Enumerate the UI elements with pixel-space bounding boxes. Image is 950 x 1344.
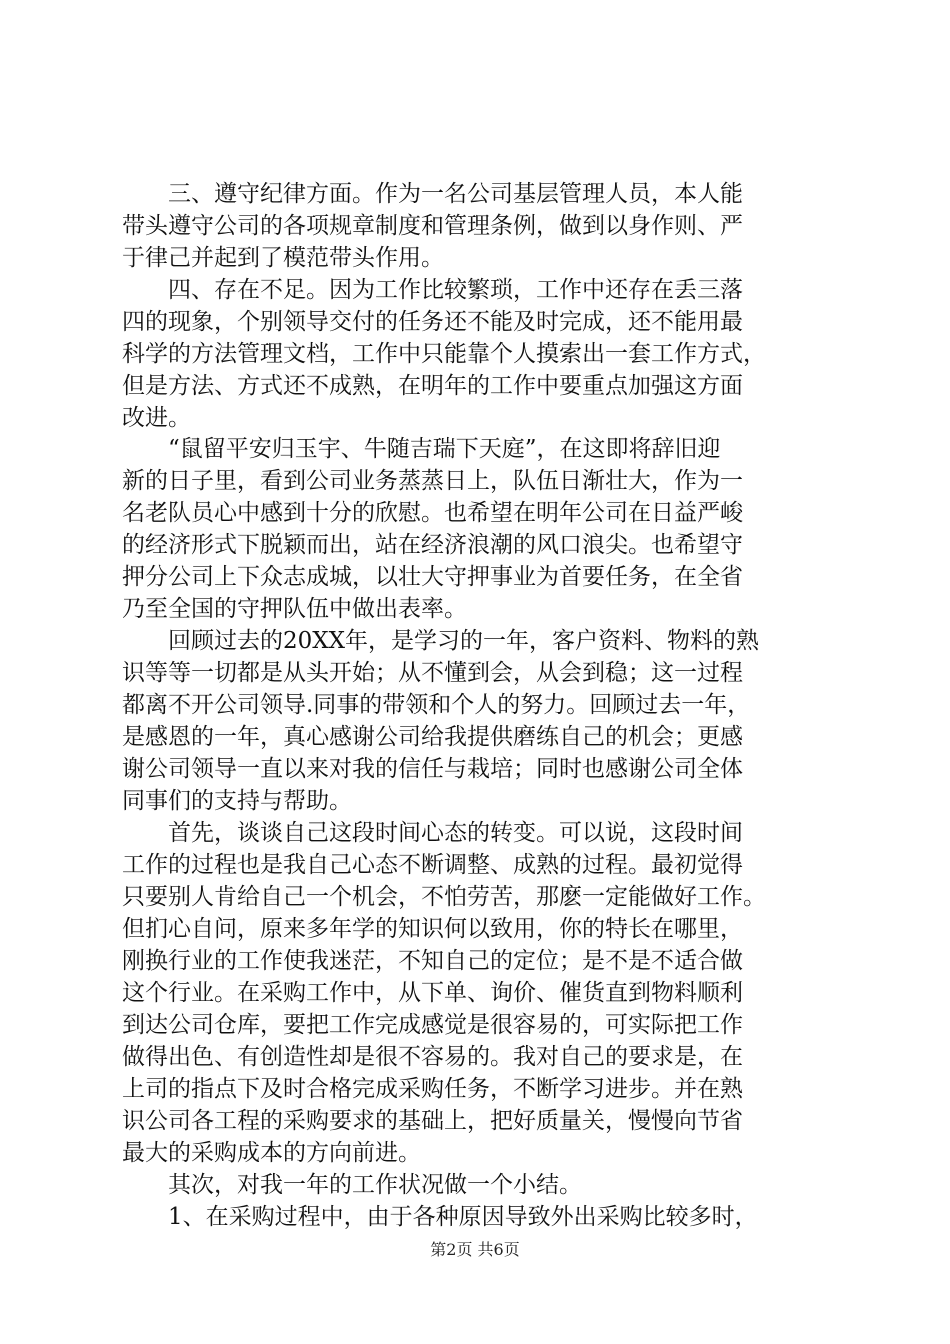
text-line: 识等等一切都是从头开始；从不懂到会，从会到稳；这一过程	[122, 660, 743, 686]
text-line: 是感恩的一年，真心感谢公司给我提供磨练自己的机会；更感	[122, 724, 743, 750]
text-line: 同事们的支持与帮助。	[122, 788, 352, 814]
text-line: 只要别人肯给自己一个机会，不怕劳苦，那麽一定能做好工作。	[122, 884, 766, 910]
text-line: 于律己并起到了模范带头作用。	[122, 245, 444, 271]
text-line: 带头遵守公司的各项规章制度和管理条例，做到以身作则、严	[122, 213, 743, 239]
text-line: 1、在采购过程中，由于各种原因导致外出采购比较多时，	[122, 1204, 758, 1230]
text-line: 都离不开公司领导.同事的带领和个人的努力。回顾过去一年，	[122, 692, 751, 718]
text-line: 但是方法、方式还不成熟，在明年的工作中要重点加强这方面	[122, 373, 743, 399]
text-line: 改进。	[122, 405, 191, 431]
text-line: 名老队员心中感到十分的欣慰。也希望在明年公司在日益严峻	[122, 500, 743, 526]
text-line: 押分公司上下众志成城，以壮大守押事业为首要任务，在全省	[122, 564, 743, 590]
text-line: 识公司各工程的采购要求的基础上，把好质量关，慢慢向节省	[122, 1108, 743, 1134]
text-line: 首先，谈谈自己这段时间心态的转变。可以说，这段时间	[122, 820, 743, 846]
text-line: 但扪心自问，原来多年学的知识何以致用，你的特长在哪里，	[122, 916, 743, 942]
text-line: 谢公司领导一直以来对我的信任与栽培；同时也感谢公司全体	[122, 756, 743, 782]
text-line: 四的现象，个别领导交付的任务还不能及时完成，还不能用最	[122, 309, 743, 335]
text-line: 回顾过去的20XX年，是学习的一年，客户资料、物料的熟	[122, 628, 760, 654]
text-line: 科学的方法管理文档，工作中只能靠个人摸索出一套工作方式，	[122, 341, 766, 367]
text-line: 的经济形式下脱颖而出，站在经济浪潮的风口浪尖。也希望守	[122, 532, 743, 558]
text-line: 最大的采购成本的方向前进。	[122, 1140, 421, 1166]
text-line: 到达公司仓库，要把工作完成感觉是很容易的，可实际把工作	[122, 1012, 743, 1038]
text-line: 工作的过程也是我自己心态不断调整、成熟的过程。最初觉得	[122, 852, 743, 878]
page-number-footer: 第2页 共6页	[430, 1240, 520, 1259]
text-line: 做得出色、有创造性却是很不容易的。我对自己的要求是，在	[122, 1044, 743, 1070]
text-line: “鼠留平安归玉宇、牛随吉瑞下天庭”，在这即将辞旧迎	[122, 436, 721, 462]
text-line: 新的日子里，看到公司业务蒸蒸日上，队伍日渐壮大，作为一	[122, 468, 743, 494]
text-line: 上司的指点下及时合格完成采购任务，不断学习进步。并在熟	[122, 1076, 743, 1102]
text-line: 这个行业。在采购工作中，从下单、询价、催货直到物料顺利	[122, 980, 743, 1006]
text-line: 乃至全国的守押队伍中做出表率。	[122, 596, 467, 622]
text-line: 其次，对我一年的工作状况做一个小结。	[122, 1172, 582, 1198]
text-line: 刚换行业的工作使我迷茫，不知自己的定位；是不是不适合做	[122, 948, 743, 974]
text-line: 四、存在不足。因为工作比较繁琐，工作中还存在丢三落	[122, 277, 743, 303]
text-line: 三、遵守纪律方面。作为一名公司基层管理人员，本人能	[122, 181, 743, 207]
